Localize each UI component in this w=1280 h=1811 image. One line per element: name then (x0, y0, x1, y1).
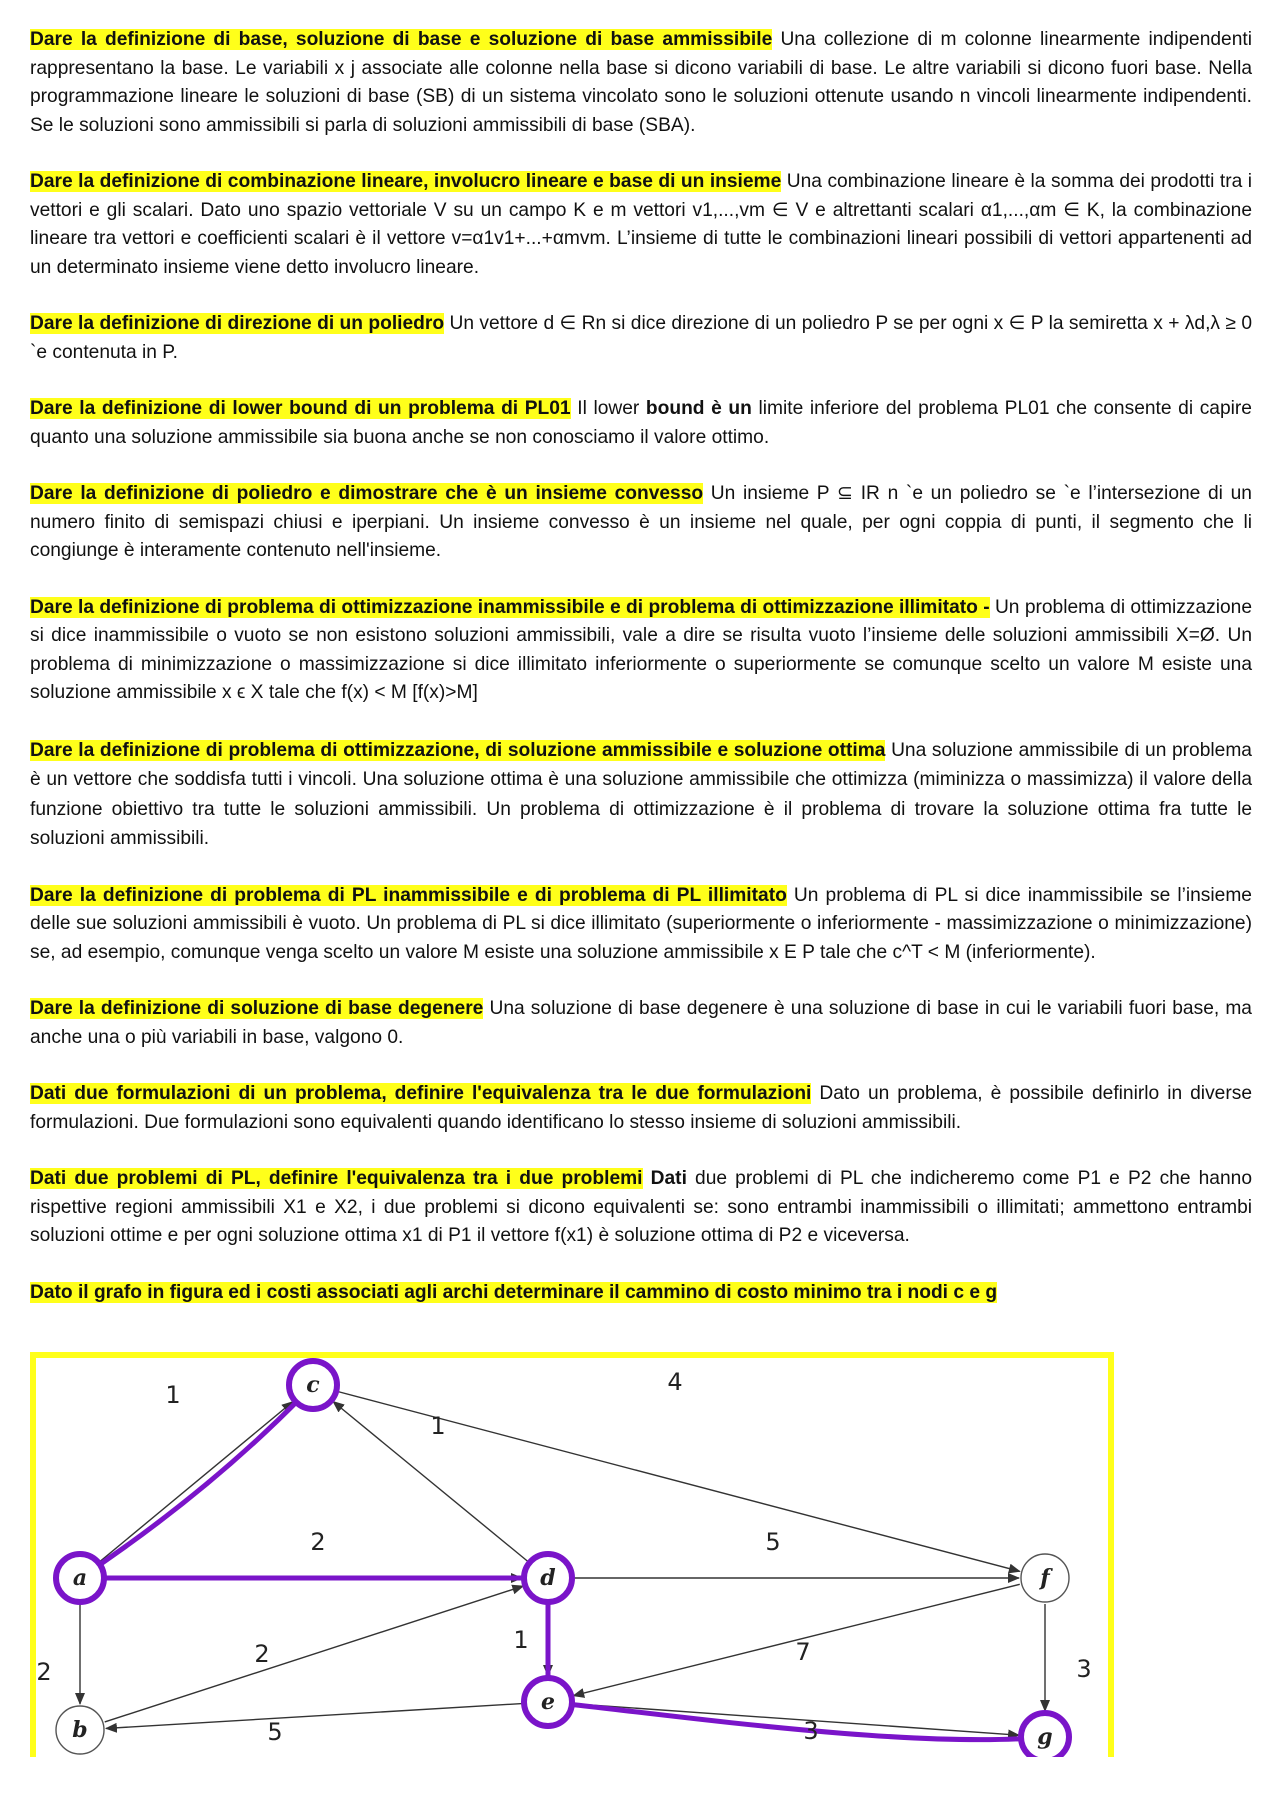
question-heading: Dati due formulazioni di un problema, definire l'equivalenza tra le due formulazioni (30, 1083, 812, 1104)
document-page (30, 26, 1252, 1307)
edge-cost-label: 1 (430, 1412, 446, 1440)
answer-text: due problemi di PL che indicheremo come P1 e P2 che hanno rispettive regioni ammissibili X1 e X2, i due problemi si dicono equivalenti se: sono entrambi inammissibili o illimitati; ammettono entrambi soluzioni ottime e per ogni soluzione ottima x1 di P1 il vettore f(x1) è soluzione ottima di P2 e viceversa. (30, 1168, 1252, 1246)
node-label: f (1040, 1565, 1050, 1591)
entry-graph-question (30, 1279, 1252, 1308)
question-heading: Dare la definizione di soluzione di base degenere (30, 998, 484, 1019)
node-a (56, 1554, 104, 1602)
edge-cost-label: 1 (165, 1381, 181, 1409)
answer-text: Un problema di PL si dice inammissibile se l’insieme delle sue soluzioni ammissibili è vuoto. Un problema di PL si dice illimitato (superiormente o inferiormente - massimizzazione o minimizzazione) se, ad esempio, comunque venga scelto un valore M esiste una soluzione ammissibile x E P tale che c^T < M (inferiormente). (30, 884, 1252, 963)
entry-ottimizzazione-soluzione (30, 736, 1252, 854)
edge-cost-label: 5 (267, 1718, 283, 1746)
answer-text-continued: limite inferiore del problema PL01 che consente di capire quanto una soluzione ammissibile sia buona anche se non conosciamo il valore ottimo. (30, 398, 1252, 448)
graph-svg (30, 1352, 1114, 1757)
question-heading: Dare la definizione di base, soluzione di base e soluzione di base ammissibile (30, 29, 773, 50)
node-f (1021, 1554, 1069, 1602)
answer-text: Il lower (577, 398, 646, 419)
answer-text: Un vettore d ∈ Rn si dice direzione di un poliedro P se per ogni x ∈ P la semiretta x + λd,λ ≥ 0 `e contenuta in P. (30, 313, 1252, 363)
edge-cost-label: 4 (667, 1368, 683, 1396)
node-g (1021, 1713, 1069, 1757)
entry-pl-inammissibile (30, 882, 1252, 968)
question-heading: Dare la definizione di problema di ottimizzazione, di soluzione ammissibile e soluzione ottima (30, 739, 886, 761)
edge-cost-label: 2 (310, 1528, 326, 1556)
node-label: d (540, 1565, 556, 1591)
answer-bold-text: bound è un (645, 398, 752, 419)
entry-combinazione-lineare (30, 168, 1252, 282)
question-heading: Dare la definizione di lower bound di un problema di PL01 (30, 398, 571, 419)
answer-text: Una soluzione ammissibile di un problema è un vettore che soddisfa tutti i vincoli. Una soluzione ottima è una soluzione ammissibile che ottimizza (miminizza o massimizza) il valore della funzione obiettivo tra tutte le soluzioni ammissibili. Un problema di ottimizzazione è il problema di trovare la soluzione ottima fra tutte le soluzioni ammissibili. (30, 739, 1252, 849)
answer-bold-text: Dati (650, 1168, 687, 1189)
entry-direzione-poliedro (30, 310, 1252, 367)
answer-text: Una collezione di m colonne linearmente indipendenti rappresentano la base. Le variabili x j associate alle colonne nella base si dicono variabili di base. Le altre variabili si dicono fuori base. Nella programmazione lineare le soluzioni di base (SB) di un sistema vincolato sono le soluzioni ottenute usando n vincoli linearmente indipendenti. Se le soluzioni sono ammissibili si parla di soluzioni ammissibili di base (SBA). (30, 29, 1252, 136)
entry-equivalenza-problemi (30, 1165, 1252, 1251)
entry-base-degenere (30, 995, 1252, 1052)
edge-cost-label: 3 (1076, 1655, 1092, 1683)
question-heading: Dare la definizione di direzione di un poliedro (30, 313, 445, 334)
edge-cost-label: 7 (795, 1638, 811, 1666)
answer-text: Un insieme P ⊆ IR n `e un poliedro se `e l’intersezione di un numero finito di semispazi chiusi e iperpiani. Un insieme convesso è un insieme nel quale, per ogni coppia di punti, il segmento che li congiunge è interamente contenuto nell'insieme. (30, 483, 1252, 561)
edge-cost-label: 1 (513, 1626, 529, 1654)
answer-text: Dato un problema, è possibile definirlo in diverse formulazioni. Due formulazioni sono equivalenti quando identificano lo stesso insieme di soluzioni ammissibili. (30, 1083, 1252, 1133)
node-label: c (306, 1372, 320, 1398)
question-heading: Dare la definizione di problema di ottimizzazione inammissibile e di problema di ottimizzazione illimitato - (30, 596, 990, 618)
answer-text: Un problema di ottimizzazione si dice inammissibile o vuoto se non esistono soluzioni ammissibili, vale a dire se risulta vuoto l’insieme delle soluzioni ammissibili X=Ø. Un problema di minimizzazione o massimizzazione si dice illimitato inferiormente o superiormente se comunque scelto un valore M esiste una soluzione ammissibile x ϵ X tale che f(x) < M [f(x)>M] (30, 596, 1252, 703)
edge-cost-label: 3 (803, 1717, 819, 1745)
question-heading: Dare la definizione di poliedro e dimostrare che è un insieme convesso (30, 483, 704, 504)
node-label: a (72, 1565, 88, 1591)
node-label: e (541, 1689, 555, 1715)
answer-text: Una combinazione lineare è la somma dei prodotti tra i vettori e gli scalari. Dato uno spazio vettoriale V su un campo K e m vettori v1,...,vm ∈ V e altrettanti scalari α1,...,αm ∈ K, la combinazione lineare tra vettori e coefficienti scalari è il vettore v=α1v1+...+αmvm. L’insieme di tutte le combinazioni lineari possibili di vettori appartenenti ad un determinato insieme viene detto involucro lineare. (30, 171, 1252, 278)
question-heading: Dare la definizione di combinazione lineare, involucro lineare e base di un insieme (30, 171, 782, 192)
entry-equivalenza-formulazioni (30, 1080, 1252, 1137)
node-d (524, 1554, 572, 1602)
graph-figure (30, 1352, 1114, 1757)
answer-text: Una soluzione di base degenere è una soluzione di base in cui le variabili fuori base, ma anche una o più variabili in base, valgono 0. (30, 998, 1252, 1048)
node-b (56, 1706, 104, 1754)
node-e (524, 1678, 572, 1726)
question-heading: Dare la definizione di problema di PL inammissibile e di problema di PL illimitato (30, 884, 787, 906)
question-heading: Dati due problemi di PL, definire l'equivalenza tra i due problemi (30, 1168, 643, 1189)
node-label: b (72, 1717, 88, 1743)
entry-lower-bound (30, 395, 1252, 452)
node-c (289, 1361, 337, 1409)
node-label: g (1037, 1724, 1053, 1750)
edge-cost-label: 2 (36, 1658, 52, 1686)
edge-cost-label: 2 (254, 1640, 270, 1668)
question-heading: Dato il grafo in figura ed i costi associati agli archi determinare il cammino di costo minimo tra i nodi c e g (30, 1281, 998, 1303)
entry-poliedro-convesso (30, 480, 1252, 566)
edge-cost-label: 5 (765, 1528, 781, 1556)
entry-base (30, 26, 1252, 140)
entry-ottimizzazione-inammissibile (30, 594, 1252, 708)
